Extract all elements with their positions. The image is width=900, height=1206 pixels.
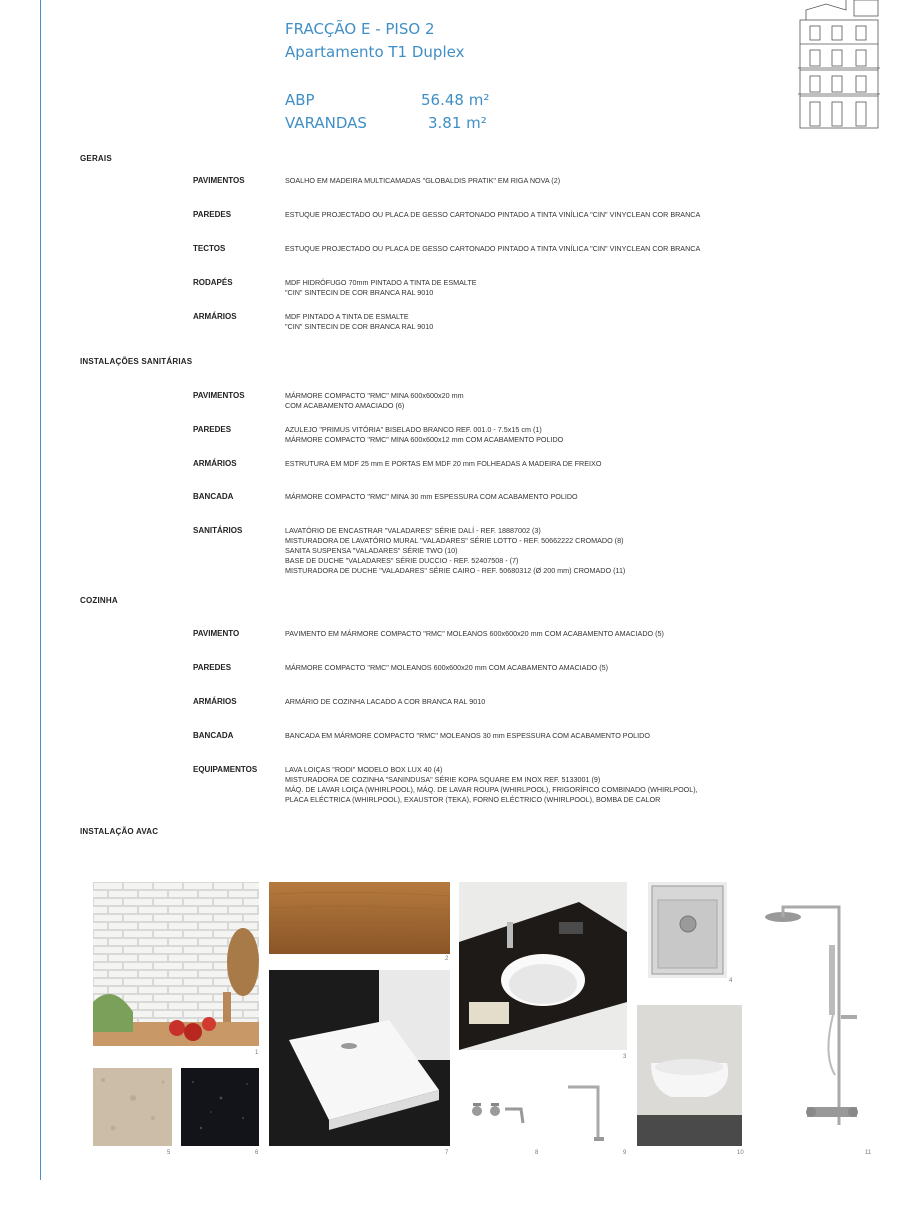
- photo-caption: 8: [535, 1150, 539, 1156]
- spec-label: SANITÁRIOS: [193, 526, 243, 535]
- photo-caption: 10: [737, 1150, 744, 1156]
- spec-label: PAREDES: [193, 663, 232, 672]
- toilet-photo: [637, 1005, 742, 1146]
- spec-label: TECTOS: [193, 244, 226, 253]
- spec-label: ARMÁRIOS: [193, 312, 237, 321]
- spec-text: PAVIMENTO EM MÁRMORE COMPACTO "RMC" MOLEANOS 600x600x20 mm COM ACABAMENTO AMACIADO (5): [285, 629, 664, 638]
- area-value-abp: 56.48 m²: [421, 91, 490, 109]
- photo-caption: 1: [255, 1050, 259, 1056]
- spec-text: ESTUQUE PROJECTADO OU PLACA DE GESSO CARTONADO PINTADO A TINTA VINÍLICA "CIN" VINYCLEAN COR BRANCA: [285, 210, 701, 219]
- page-title: FRACÇÃO E - PISO 2: [285, 20, 435, 38]
- spec-label: BANCADA: [193, 731, 234, 740]
- building-sketch-icon: [796, 0, 884, 130]
- page-subtitle: Apartamento T1 Duplex: [285, 43, 465, 61]
- margin-line: [40, 0, 41, 1180]
- spec-label: BANCADA: [193, 492, 234, 501]
- spec-label: PAVIMENTOS: [193, 176, 245, 185]
- photo-caption: 2: [445, 956, 449, 962]
- area-value-varandas: 3.81 m²: [428, 114, 487, 132]
- kitchen-tiles-photo: [93, 882, 259, 1046]
- spec-text: SOALHO EM MADEIRA MULTICAMADAS "GLOBALDIS PRATIK" EM RIGA NOVA (2): [285, 176, 561, 185]
- area-label-varandas: VARANDAS: [285, 114, 367, 132]
- photo-caption: 7: [445, 1150, 449, 1156]
- spec-text: MÁRMORE COMPACTO "RMC" MINA 30 mm ESPESSURA COM ACABAMENTO POLIDO: [285, 492, 578, 501]
- spec-text: BANCADA EM MÁRMORE COMPACTO "RMC" MOLEANOS 30 mm ESPESSURA COM ACABAMENTO POLIDO: [285, 731, 650, 740]
- photo-caption: 3: [623, 1054, 627, 1060]
- spec-text: ESTRUTURA EM MDF 25 mm E PORTAS EM MDF 20 mm FOLHEADAS A MADEIRA DE FREIXO: [285, 459, 602, 468]
- kitchen-mixer-photo: [550, 1075, 627, 1145]
- photo-caption: 5: [167, 1150, 171, 1156]
- spec-text: LAVATÓRIO DE ENCASTRAR "VALADARES" SÉRIE DALÍ - REF. 18887002 (3) MISTURADORA DE LAVATÓRIO MURAL "VALADARES" SÉRIE LOTTO - REF. 50662222 CROMADO (8) SANITA SUSPENSA "VALADARES" SÉRIE TWO (10) BASE DE DUCHE "VALADARES" SÉRIE DUCCIO - REF. 52407508 - (7) MISTURADORA DE DUCHE "VALADARES" SÉRIE CAIRO - REF. 50680312 (Ø 200 mm) CROMADO (11): [285, 526, 626, 575]
- black-marble-photo: [181, 1068, 259, 1146]
- spec-text: AZULEJO "PRIMUS VITÓRIA" BISELADO BRANCO REF. 001.0 - 7.5x15 cm (1) MÁRMORE COMPACTO "RMC" MINA 600x600x12 mm COM ACABAMENTO POLIDO: [285, 425, 564, 444]
- section-title-sanitarias: INSTALAÇÕES SANITÁRIAS: [80, 357, 193, 366]
- shower-column-photo: [763, 895, 863, 1145]
- spec-label: ARMÁRIOS: [193, 459, 237, 468]
- sink-photo: [459, 882, 627, 1050]
- spec-text: LAVA LOIÇAS "RODI" MODELO BOX LUX 40 (4) MISTURADORA DE COZINHA "SANINDUSA" SÉRIE KOPA SQUARE EM INOX REF. 5133001 (9) MÁQ. DE LAVAR LOIÇA (WHIRLPOOL), MÁQ. DE LAVAR ROUPA (WHIRLPOOL), FRIGORÍFICO COMBINADO (WHIRLPOOL), PLACA ELÉCTRICA (WHIRLPOOL), EXAUSTOR (TEKA), FORNO ELÉCTRICO (WHIRLPOOL), BOMBA DE CALOR: [285, 765, 698, 804]
- kitchen-sink-photo: [648, 882, 727, 978]
- spec-label: EQUIPAMENTOS: [193, 765, 258, 774]
- spec-text: MÁRMORE COMPACTO "RMC" MINA 600x600x20 mm COM ACABAMENTO AMACIADO (6): [285, 391, 464, 410]
- shower-base-photo: [269, 970, 450, 1146]
- wall-mixer-photo: [459, 1075, 539, 1145]
- beige-marble-photo: [93, 1068, 172, 1146]
- spec-label: PAVIMENTO: [193, 629, 240, 638]
- spec-text: MDF HIDRÓFUGO 70mm PINTADO A TINTA DE ESMALTE "CIN" SINTECIN DE COR BRANCA RAL 9010: [285, 278, 477, 297]
- section-title-cozinha: COZINHA: [80, 596, 118, 605]
- area-label-abp: ABP: [285, 91, 315, 109]
- spec-text: ARMÁRIO DE COZINHA LACADO A COR BRANCA RAL 9010: [285, 697, 486, 706]
- photo-caption: 6: [255, 1150, 259, 1156]
- photo-caption: 9: [623, 1150, 627, 1156]
- spec-text: ESTUQUE PROJECTADO OU PLACA DE GESSO CARTONADO PINTADO A TINTA VINÍLICA "CIN" VINYCLEAN COR BRANCA: [285, 244, 701, 253]
- section-title-gerais: GERAIS: [80, 154, 112, 163]
- spec-label: PAVIMENTOS: [193, 391, 245, 400]
- wood-floor-photo: [269, 882, 450, 954]
- spec-label: ARMÁRIOS: [193, 697, 237, 706]
- spec-label: RODAPÉS: [193, 278, 233, 287]
- photo-caption: 4: [729, 978, 733, 984]
- photo-caption: 11: [865, 1150, 872, 1156]
- section-title-avac: INSTALAÇÃO AVAC: [80, 827, 159, 836]
- spec-text: MÁRMORE COMPACTO "RMC" MOLEANOS 600x600x20 mm COM ACABAMENTO AMACIADO (5): [285, 663, 609, 672]
- spec-label: PAREDES: [193, 210, 232, 219]
- spec-label: PAREDES: [193, 425, 232, 434]
- spec-text: MDF PINTADO A TINTA DE ESMALTE "CIN" SINTECIN DE COR BRANCA RAL 9010: [285, 312, 434, 331]
